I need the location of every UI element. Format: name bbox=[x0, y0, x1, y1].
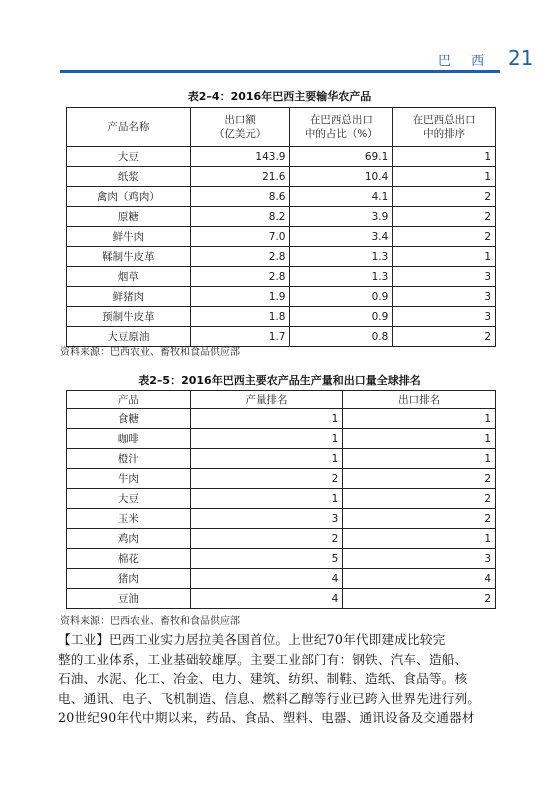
table-cell: 8.2 bbox=[190, 207, 290, 227]
header-production-rank: 产量排名 bbox=[190, 391, 343, 409]
table-header-row bbox=[67, 391, 496, 409]
table-row bbox=[67, 529, 496, 549]
table-cell: 3.4 bbox=[290, 227, 393, 247]
table-cell: 7.0 bbox=[190, 227, 290, 247]
table-cell: 4 bbox=[190, 589, 343, 609]
page-header bbox=[0, 48, 559, 78]
table-cell: 3 bbox=[343, 549, 496, 569]
table-cell: 食糖 bbox=[67, 409, 191, 429]
table-cell: 4 bbox=[190, 569, 343, 589]
table-row bbox=[67, 207, 496, 227]
table-cell: 鞣制牛皮革 bbox=[67, 247, 191, 267]
table-cell: 2.8 bbox=[190, 247, 290, 267]
table-cell: 1.3 bbox=[290, 267, 393, 287]
table-cell: 10.4 bbox=[290, 167, 393, 187]
table-cell: 0.9 bbox=[290, 287, 393, 307]
table-cell: 21.6 bbox=[190, 167, 290, 187]
table-cell: 3 bbox=[393, 307, 496, 327]
header-rule bbox=[60, 70, 500, 73]
table-row bbox=[67, 549, 496, 569]
header-product: 产品名称 bbox=[67, 108, 191, 147]
table-cell: 1.8 bbox=[190, 307, 290, 327]
table-cell: 0.8 bbox=[290, 327, 393, 347]
table-cell: 2 bbox=[393, 207, 496, 227]
header-export-value: 出口额 （亿美元） bbox=[190, 108, 290, 147]
table-cell: 3 bbox=[393, 267, 496, 287]
table-row bbox=[67, 287, 496, 307]
paragraph-line: 电、通讯、电子、飞机制造、信息、燃料乙醇等行业已跨入世界先进行列。 bbox=[58, 690, 481, 706]
paragraph-line: 整的工业体系，工业基础较雄厚。主要工业部门有：钢铁、汽车、造船、 bbox=[58, 651, 468, 667]
table-row bbox=[67, 469, 496, 489]
table-cell: 1 bbox=[393, 247, 496, 267]
table-cell: 8.6 bbox=[190, 187, 290, 207]
table-cell: 1 bbox=[190, 409, 343, 429]
table-cell: 棉花 bbox=[67, 549, 191, 569]
table-row bbox=[67, 227, 496, 247]
table1-caption: 表2–4：2016年巴西主要输华农产品 bbox=[187, 90, 372, 103]
table-row bbox=[67, 187, 496, 207]
section-title: 巴 西 bbox=[438, 54, 493, 69]
paragraph-line: 石油、水泥、化工、冶金、电力、建筑、纺织、制鞋、造纸、食品等。核 bbox=[58, 671, 468, 686]
table-cell: 鲜牛肉 bbox=[67, 227, 191, 247]
table-cell: 2 bbox=[393, 227, 496, 247]
table-row bbox=[67, 429, 496, 449]
table-row bbox=[67, 247, 496, 267]
table-cell: 143.9 bbox=[190, 147, 290, 167]
table1-source: 资料来源：巴西农业、畜牧和食品供应部 bbox=[60, 347, 240, 358]
table-cell: 1 bbox=[190, 449, 343, 469]
paragraph-line: 20世纪90年代中期以来，药品、食品、塑料、电器、通讯设备及交通器材 bbox=[58, 710, 475, 725]
header-export-rank: 出口排名 bbox=[343, 391, 496, 409]
table-row bbox=[67, 489, 496, 509]
table-cell: 1 bbox=[343, 529, 496, 549]
table-cell: 1.3 bbox=[290, 247, 393, 267]
ranking-table bbox=[66, 390, 496, 609]
table-row bbox=[67, 589, 496, 609]
table-cell: 1.7 bbox=[190, 327, 290, 347]
table-cell: 2 bbox=[343, 589, 496, 609]
table-cell: 大豆 bbox=[67, 147, 191, 167]
table-cell: 1 bbox=[190, 489, 343, 509]
header-rank: 在巴西总出口 中的排序 bbox=[393, 108, 496, 147]
table-cell: 2 bbox=[343, 469, 496, 489]
table-cell: 2 bbox=[393, 187, 496, 207]
industry-paragraph bbox=[58, 630, 504, 728]
table-cell: 3.9 bbox=[290, 207, 393, 227]
table2-caption: 表2–5：2016年巴西主要农产品生产量和出口量全球排名 bbox=[138, 374, 421, 387]
table-cell: 3 bbox=[190, 509, 343, 529]
table-cell: 2 bbox=[393, 327, 496, 347]
table-cell: 69.1 bbox=[290, 147, 393, 167]
table-cell: 烟草 bbox=[67, 267, 191, 287]
table-cell: 大豆原油 bbox=[67, 327, 191, 347]
export-table bbox=[66, 107, 496, 347]
table-row bbox=[67, 409, 496, 429]
table-cell: 1 bbox=[343, 429, 496, 449]
table-cell: 豆油 bbox=[67, 589, 191, 609]
table-cell: 鲜猪肉 bbox=[67, 287, 191, 307]
table-cell: 牛肉 bbox=[67, 469, 191, 489]
table-cell: 预制牛皮革 bbox=[67, 307, 191, 327]
header-share: 在巴西总出口 中的占比（%） bbox=[290, 108, 393, 147]
table-cell: 2 bbox=[190, 529, 343, 549]
table-row bbox=[67, 449, 496, 469]
table-row bbox=[67, 569, 496, 589]
table-cell: 猪肉 bbox=[67, 569, 191, 589]
table-cell: 大豆 bbox=[67, 489, 191, 509]
table-row bbox=[67, 267, 496, 287]
table-cell: 2.8 bbox=[190, 267, 290, 287]
table-cell: 1.9 bbox=[190, 287, 290, 307]
table-row bbox=[67, 509, 496, 529]
table-cell: 1 bbox=[190, 429, 343, 449]
table2-source: 资料来源：巴西农业、畜牧和食品供应部 bbox=[60, 616, 240, 627]
table-cell: 2 bbox=[190, 469, 343, 489]
paragraph-line: 【工业】巴西工业实力居拉美各国首位。上世纪70年代即建成比较完 bbox=[58, 632, 446, 647]
table-cell: 1 bbox=[393, 167, 496, 187]
table-cell: 纸浆 bbox=[67, 167, 191, 187]
table-row bbox=[67, 307, 496, 327]
table-cell: 禽肉（鸡肉） bbox=[67, 187, 191, 207]
header-product: 产品 bbox=[67, 391, 191, 409]
table-row bbox=[67, 167, 496, 187]
table-cell: 橙汁 bbox=[67, 449, 191, 469]
table-cell: 鸡肉 bbox=[67, 529, 191, 549]
table-cell: 2 bbox=[343, 489, 496, 509]
table-cell: 1 bbox=[343, 409, 496, 429]
table-cell: 0.9 bbox=[290, 307, 393, 327]
table-cell: 原糖 bbox=[67, 207, 191, 227]
table-row bbox=[67, 147, 496, 167]
table-header-row bbox=[67, 108, 496, 147]
table-cell: 4 bbox=[343, 569, 496, 589]
table-cell: 咖啡 bbox=[67, 429, 191, 449]
table-cell: 4.1 bbox=[290, 187, 393, 207]
table-cell: 5 bbox=[190, 549, 343, 569]
table-cell: 玉米 bbox=[67, 509, 191, 529]
table-cell: 3 bbox=[393, 287, 496, 307]
page-number: 21 bbox=[508, 46, 534, 70]
table-cell: 2 bbox=[343, 509, 496, 529]
table-cell: 1 bbox=[343, 449, 496, 469]
table-cell: 1 bbox=[393, 147, 496, 167]
